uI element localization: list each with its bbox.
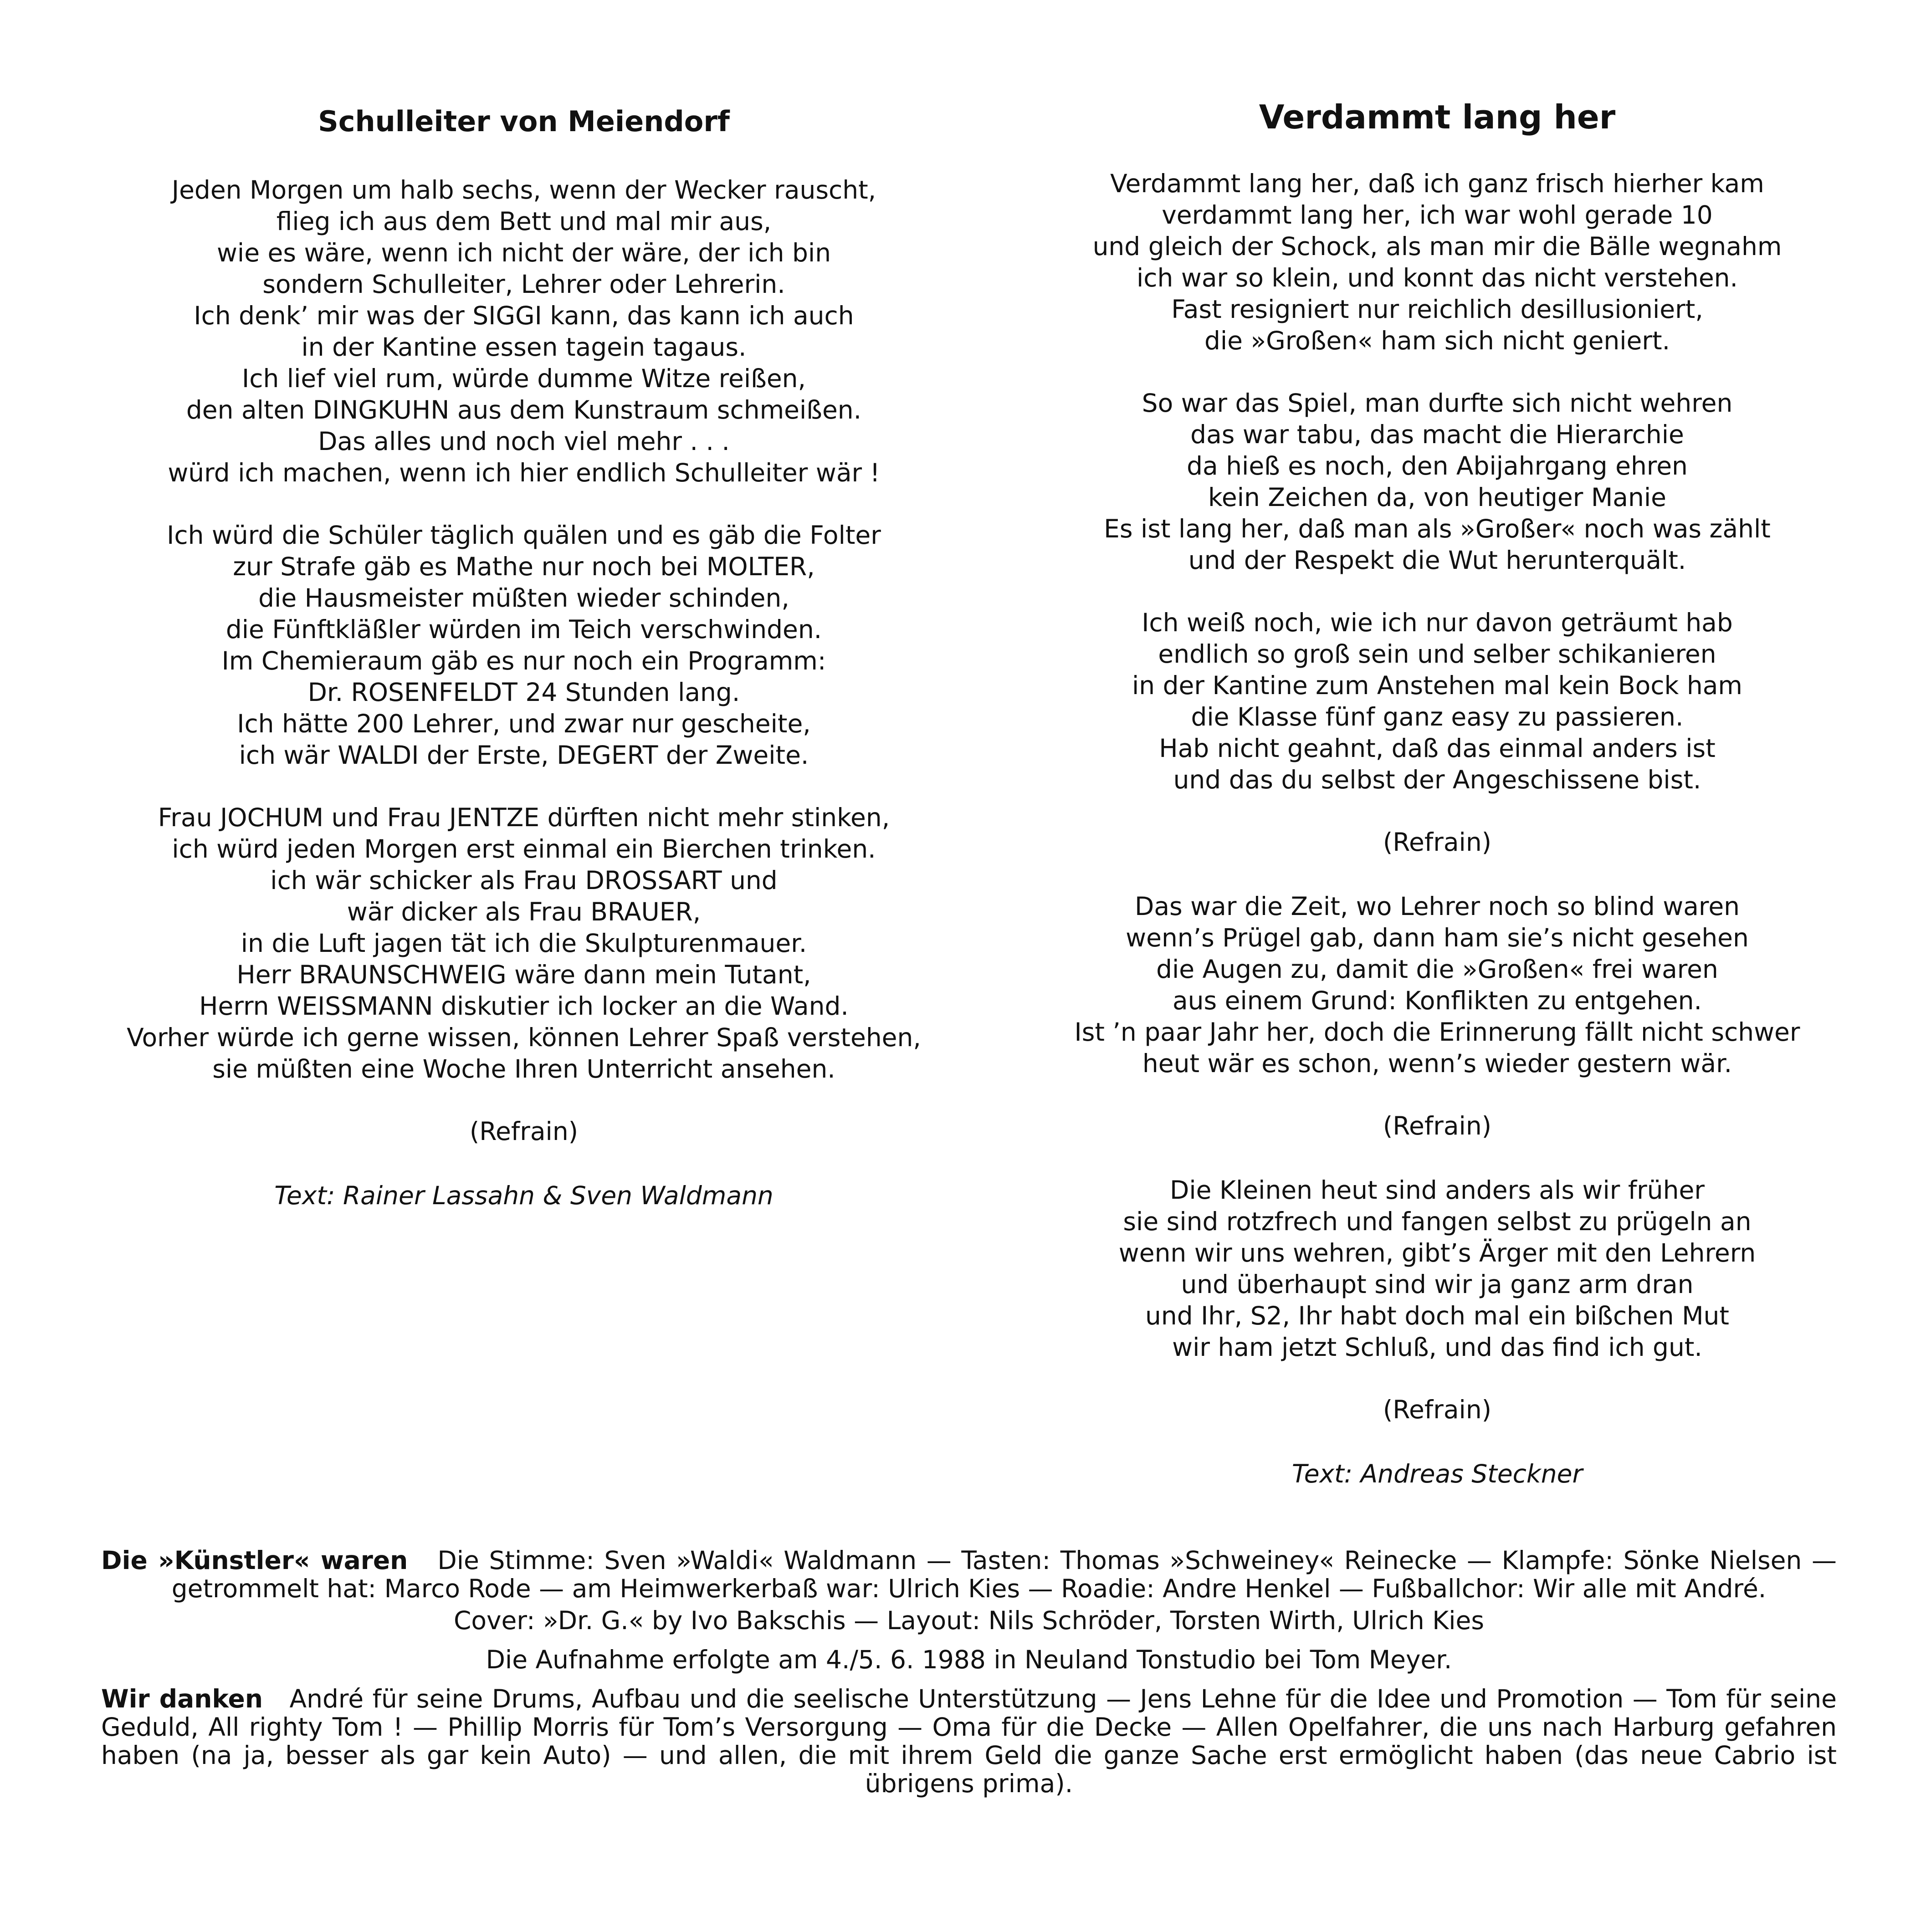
lyric-line: in der Kantine essen tagein tagaus. [301,332,747,362]
refrain-marker: (Refrain) [1383,828,1492,857]
lyric-line: ich wär schicker als Frau DROSSART und [270,866,778,895]
lyric-line: aus einem Grund: Konflikten zu entgehen. [1172,986,1702,1015]
lyric-line: die Augen zu, damit die »Großen« frei waren [1156,955,1718,984]
stanza [1025,607,1849,796]
lyric-line: den alten DINGKUHN aus dem Kunstraum schmeißen. [186,395,862,424]
lyric-line: sondern Schulleiter, Lehrer oder Lehrerin. [262,270,785,299]
cover-credit: Cover: »Dr. G.« by Ivo Bakschis — Layout: Nils Schröder, Torsten Wirth, Ulrich Kies [453,1606,1485,1635]
lyric-line: Ich würd die Schüler täglich quälen und es gäb die Folter [167,521,881,550]
artists-text: Die Stimme: Sven »Waldi« Waldmann — Tasten: Thomas »Schweiney« Reinecke — Klampfe: Sönke Nielsen — getrommelt hat: Marco Rode — am Heimwerkerbaß war: Ulrich Kies — Roadie: Andre Henkel — Fußballchor: Wir alle mit André. [171,1546,1837,1603]
thanks-text: André für seine Drums, Aufbau und die seelische Unterstützung — Jens Lehne für die Idee und Promotion — Tom für seine Geduld, All righty Tom ! — Phillip Morris für Tom’s Versorgung — Oma für die Decke — Allen Opelfahrer, die uns nach Harburg gefahren haben (na ja, besser als gar kein Auto) — und allen, die mit ihrem Geld die ganze Sache erst ermöglicht haben (das neue Cabrio ist übrigens prima). [101,1684,1837,1798]
lyric-line: wie es wäre, wenn ich nicht der wäre, der ich bin [216,238,831,267]
stanza [1025,168,1849,357]
lyric-line: heut wär es schon, wenn’s wieder gestern wär. [1142,1049,1732,1078]
lyric-line: Herrn WEISSMANN diskutier ich locker an die Wand. [199,992,849,1021]
lyric-line: die »Großen« ham sich nicht geniert. [1204,326,1670,355]
lyrics-credit: Text: Andreas Steckner [1291,1459,1583,1488]
lyric-line: Die Kleinen heut sind anders als wir früher [1170,1176,1705,1205]
lyric-line: das war tabu, das macht die Hierarchie [1190,420,1684,449]
lyric-line: Dr. ROSENFELDT 24 Stunden lang. [307,678,740,707]
thanks-paragraph [101,1685,1837,1798]
lyric-line: da hieß es noch, den Abijahrgang ehren [1187,451,1688,480]
stanza [91,802,957,1085]
lyric-line: sie sind rotzfrech und fangen selbst zu prügeln an [1123,1207,1752,1236]
artists-label: Die »Künstler« waren [101,1546,408,1575]
lyric-line: endlich so groß sein und selber schikanieren [1158,639,1716,669]
stanza [91,174,957,489]
lyric-line: Ich lief viel rum, würde dumme Witze reißen, [241,364,806,393]
lyric-line: Ist ’n paar Jahr her, doch die Erinnerung fällt nicht schwer [1074,1017,1800,1047]
refrain-marker: (Refrain) [469,1117,579,1146]
lyric-line: zur Strafe gäb es Mathe nur noch bei MOLTER, [233,552,815,581]
stanza [1025,388,1849,576]
lyric-line: verdammt lang her, ich war wohl gerade 10 [1162,200,1713,230]
lyric-line: ich würd jeden Morgen erst einmal ein Bierchen trinken. [172,834,876,864]
lyric-line: Im Chemieraum gäb es nur noch ein Programm: [221,646,826,675]
lyric-line: und Ihr, S2, Ihr habt doch mal ein bißchen Mut [1145,1301,1729,1330]
lyric-line: Ich weiß noch, wie ich nur davon geträumt hab [1142,608,1733,637]
lyric-line: und gleich der Schock, als man mir die Bälle wegnahm [1092,232,1782,261]
lyric-line: ich wär WALDI der Erste, DEGERT der Zweite. [239,741,809,770]
lyric-line: sie müßten eine Woche Ihren Unterricht ansehen. [212,1054,835,1084]
lyric-line: Frau JOCHUM und Frau JENTZE dürften nicht mehr stinken, [158,803,890,832]
stanza [1025,891,1849,1079]
lyric-line: Das war die Zeit, wo Lehrer noch so blind waren [1134,892,1740,921]
lyric-line: die Hausmeister müßten wieder schinden, [258,583,789,613]
lyric-line: Vorher würde ich gerne wissen, können Lehrer Spaß verstehen, [127,1023,921,1052]
recording-info: Die Aufnahme erfolgte am 4./5. 6. 1988 in Neuland Tonstudio bei Tom Meyer. [486,1645,1452,1674]
artists-paragraph [101,1546,1837,1603]
lyric-line: wir ham jetzt Schluß, und das find ich gut. [1172,1333,1702,1362]
lyric-line: ich war so klein, und konnt das nicht verstehen. [1136,263,1738,292]
lyric-line: wär dicker als Frau BRAUER, [347,897,701,926]
lyric-line: wenn wir uns wehren, gibt’s Ärger mit den Lehrern [1118,1238,1756,1268]
lyric-line: Herr BRAUNSCHWEIG wäre dann mein Tutant, [236,960,811,989]
lyric-line: würd ich machen, wenn ich hier endlich Schulleiter wär ! [168,458,880,487]
lyric-line: in die Luft jagen tät ich die Skulpturenmauer. [241,929,807,958]
thanks-label: Wir danken [101,1684,263,1713]
lyric-line: die Fünftkläßler würden im Teich verschwinden. [225,615,822,644]
lyric-line: und der Respekt die Wut herunterquält. [1188,546,1686,575]
lyrics-credit: Text: Rainer Lassahn & Sven Waldmann [274,1181,773,1210]
lyric-line: Jeden Morgen um halb sechs, wenn der Wecker rauscht, [171,175,876,204]
lyric-line: kein Zeichen da, von heutiger Manie [1208,483,1666,512]
song-title: Verdammt lang her [1259,98,1616,136]
lyric-line: Verdammt lang her, daß ich ganz frisch hierher kam [1110,169,1764,198]
lyric-line: die Klasse fünf ganz easy zu passieren. [1191,702,1684,731]
lyric-line: und überhaupt sind wir ja ganz arm dran [1181,1270,1694,1299]
stanza [1025,1175,1849,1363]
song-title: Schulleiter von Meiendorf [318,105,730,138]
left-song [91,105,957,1211]
lyric-line: wenn’s Prügel gab, dann ham sie’s nicht gesehen [1126,923,1749,952]
lyric-line: Ich denk’ mir was der SIGGI kann, das kann ich auch [194,301,854,330]
lyric-line: So war das Spiel, man durfte sich nicht wehren [1142,388,1733,418]
lyric-line: in der Kantine zum Anstehen mal kein Bock ham [1132,671,1742,700]
refrain-marker: (Refrain) [1383,1395,1492,1424]
lyric-line: Fast resigniert nur reichlich desillusioniert, [1171,295,1703,324]
lyric-line: Es ist lang her, daß man als »Großer« noch was zählt [1104,514,1771,543]
lyric-line: Das alles und noch viel mehr . . . [318,427,730,456]
album-credits [101,1546,1837,1798]
stanza [91,520,957,771]
lyric-line: flieg ich aus dem Bett und mal mir aus, [276,207,772,236]
right-song [1025,98,1849,1490]
lyric-line: Ich hätte 200 Lehrer, und zwar nur gescheite, [237,709,811,738]
lyric-line: und das du selbst der Angeschissene bist. [1173,765,1701,794]
refrain-marker: (Refrain) [1383,1111,1492,1140]
lyric-line: Hab nicht geahnt, daß das einmal anders ist [1159,734,1716,763]
